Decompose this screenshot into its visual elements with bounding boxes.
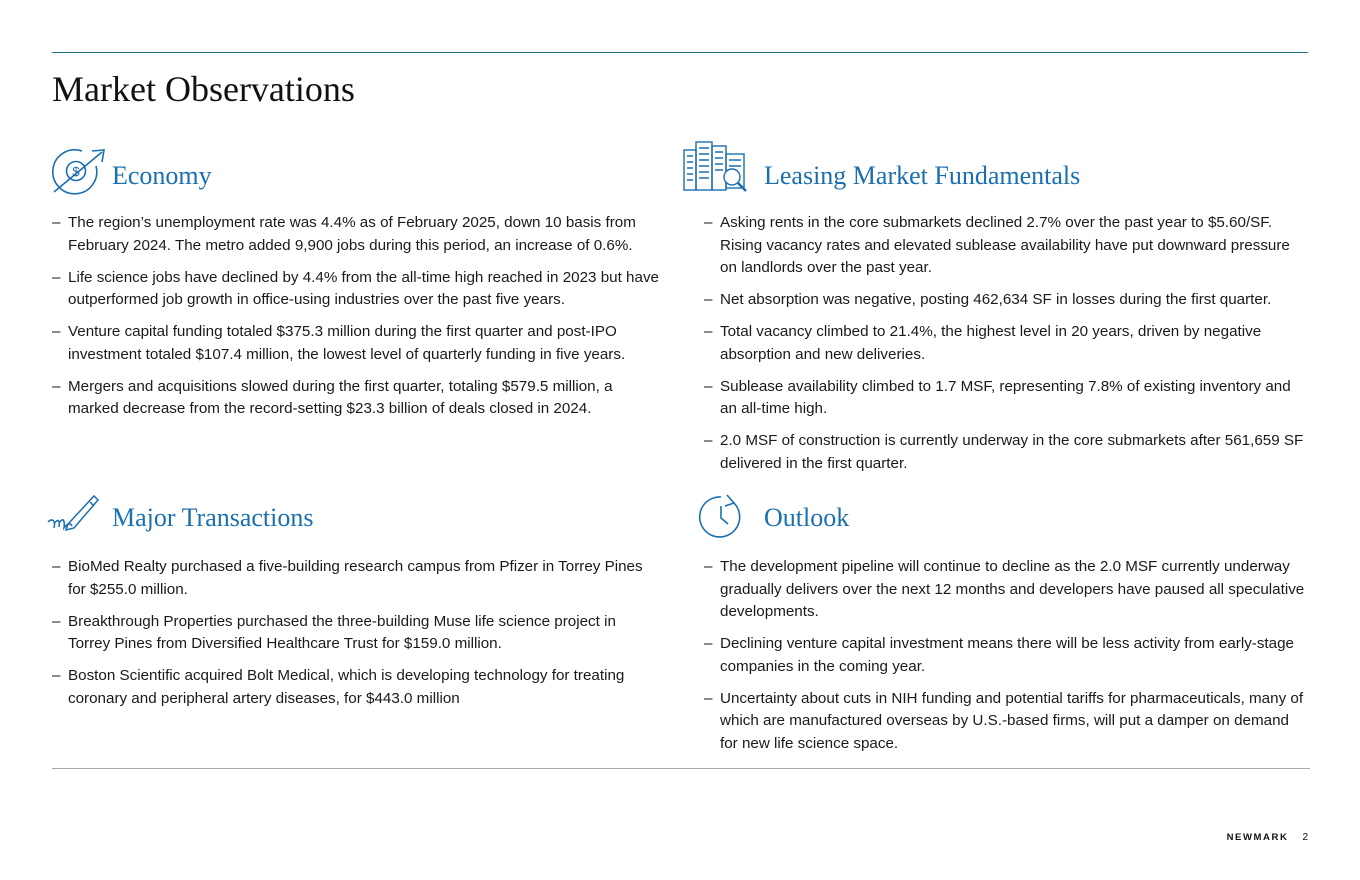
economy-bullet-list	[52, 212, 662, 430]
list-item: – Life science jobs have declined by 4.4% from the all-time high reached in 2023 but have outperformed job growth in office-using industries over the past five years.	[52, 268, 659, 308]
list-item: – Declining venture capital investment means there will be less activity from early-stage companies in the coming year.	[704, 635, 1294, 675]
list-item: – The region’s unemployment rate was 4.4% as of February 2025, down 10 basis from February 2024. The metro added 9,900 jobs during this period, an increase of 0.6%.	[52, 214, 636, 254]
list-item: – Breakthrough Properties purchased the three-building Muse life science project in Torrey Pines from Diversified Healthcare Trust for $159.0 million.	[52, 612, 616, 652]
leasing-title: Leasing Market Fundamentals	[764, 161, 1081, 190]
page-number: 2	[1302, 832, 1308, 843]
transactions-title: Major Transactions	[112, 503, 314, 532]
transactions-section	[46, 490, 662, 720]
list-item: – Boston Scientific acquired Bolt Medical, which is developing technology for treating coronary and peripheral artery diseases, for $443.0 million	[52, 667, 625, 707]
outlook-title: Outlook	[764, 503, 850, 532]
list-item: – The development pipeline will continue to decline as the 2.0 MSF currently underway gradually delivers over the next 12 months and developers have paused all speculative developments.	[704, 558, 1305, 620]
list-item: – Asking rents in the core submarkets declined 2.7% over the past year to $5.60/SF. Rising vacancy rates and elevated sublease availability have put downward pressure on landlords over the past year.	[704, 214, 1290, 276]
outlook-section	[698, 494, 1310, 764]
transactions-bullet-list	[52, 556, 662, 720]
leasing-section	[682, 138, 1310, 478]
list-item: – Uncertainty about cuts in NIH funding and potential tariffs for pharmaceuticals, many of which are manufactured overseas by U.S.-based firms, will put a damper on demand for new life science space.	[704, 689, 1304, 752]
svg-text:$: $	[72, 164, 80, 179]
dollar-growth-icon	[52, 146, 110, 203]
bottom-rule	[52, 768, 1310, 769]
building-search-icon	[682, 138, 750, 199]
outlook-bullet-list	[704, 556, 1310, 765]
signature-pen-icon	[46, 490, 104, 543]
brand-logo: NEWMARK	[1226, 832, 1289, 843]
list-item: – Net absorption was negative, posting 462,634 SF in losses during the first quarter.	[704, 291, 1272, 308]
list-item: – 2.0 MSF of construction is currently underway in the core submarkets after 561,659 SF delivered in the first quarter.	[704, 432, 1304, 472]
footer	[1227, 832, 1308, 843]
list-item: – Venture capital funding totaled $375.3 million during the first quarter and post-IPO investment totaled $107.4 million, the lowest level of quarterly funding in five years.	[52, 323, 626, 363]
economy-title: Economy	[112, 161, 212, 190]
page-title: Market Observations	[52, 69, 355, 109]
leasing-bullet-list	[704, 212, 1310, 485]
economy-section	[52, 146, 662, 446]
clock-forward-icon	[698, 494, 744, 545]
top-rule	[52, 52, 1308, 53]
list-item: – BioMed Realty purchased a five-building research campus from Pfizer in Torrey Pines for $255.0 million.	[52, 558, 643, 598]
list-item: – Total vacancy climbed to 21.4%, the highest level in 20 years, driven by negative absorption and new deliveries.	[704, 323, 1262, 363]
list-item: – Sublease availability climbed to 1.7 MSF, representing 7.8% of existing inventory and an all-time high.	[704, 377, 1291, 417]
list-item: – Mergers and acquisitions slowed during the first quarter, totaling $579.5 million, a marked decrease from the record-setting $23.3 billion of deals closed in 2024.	[52, 377, 613, 417]
